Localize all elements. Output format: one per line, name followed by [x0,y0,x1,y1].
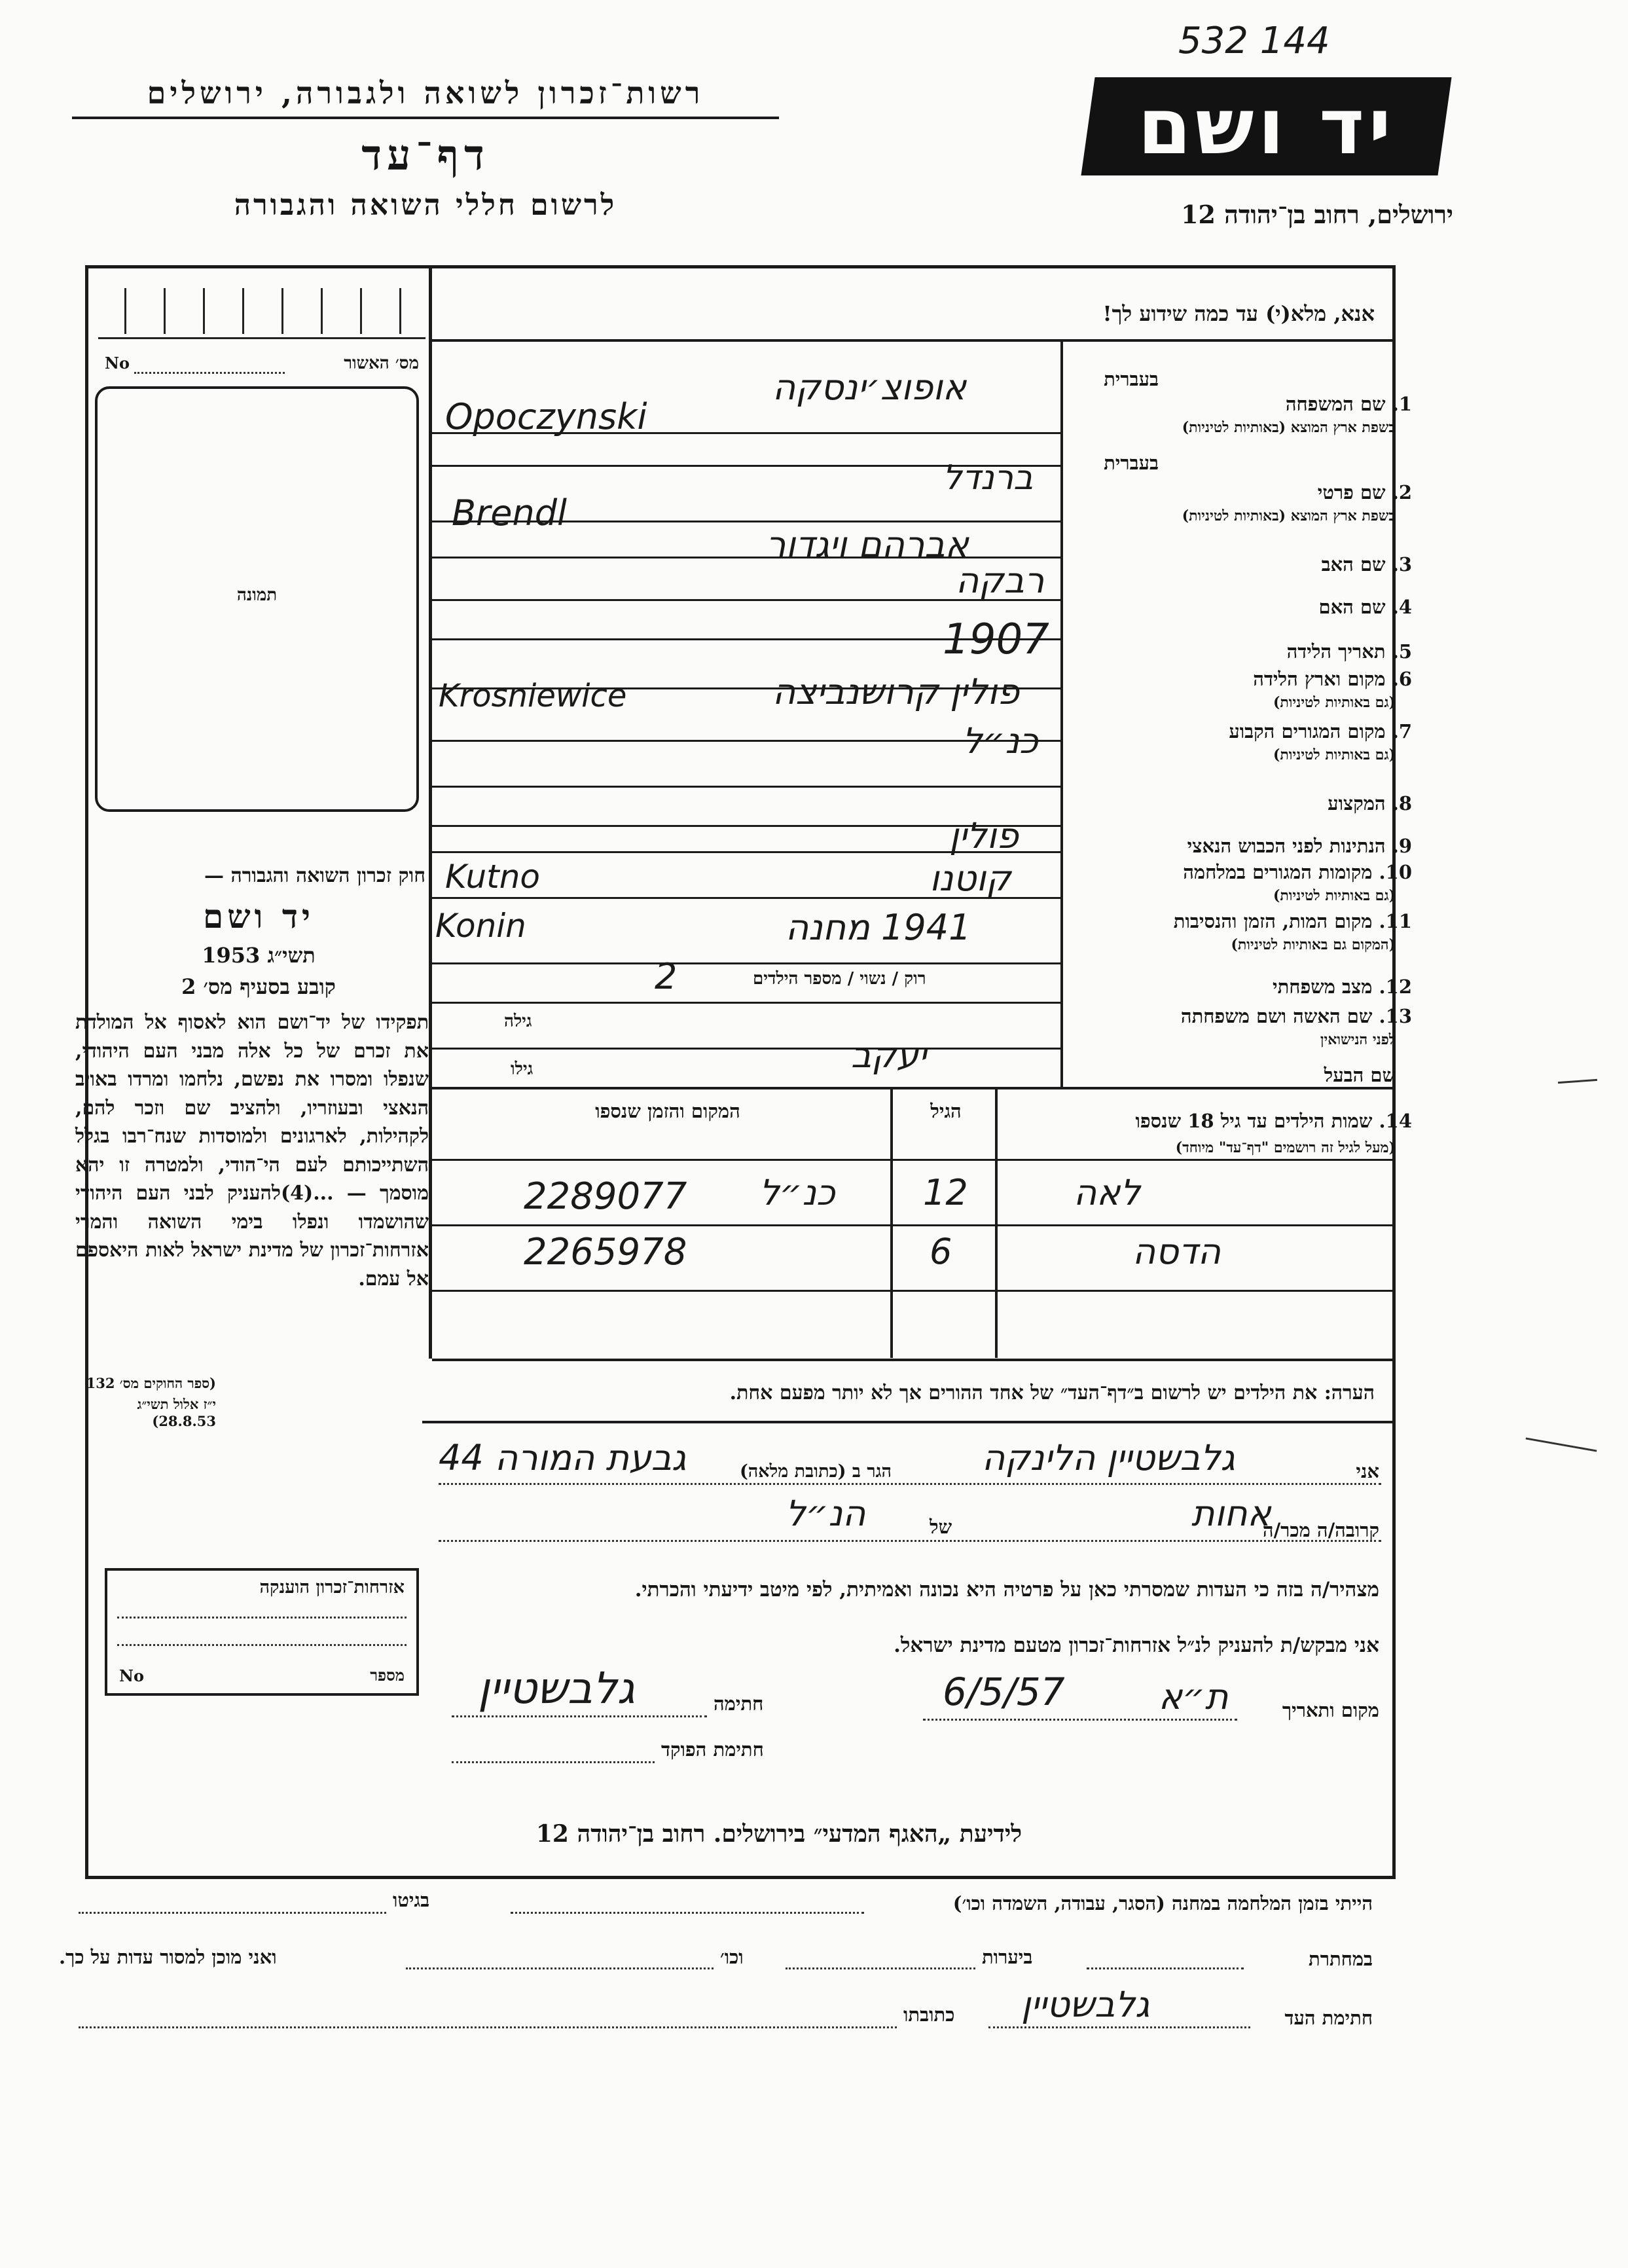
wife-age-label: גילה [504,1012,532,1031]
footer-line3-b: כתובתו [903,2003,955,2026]
intro-text: אנא, מלא(י) עד כמה שידוע לך! [1102,301,1375,326]
footer-line3-a: חתימת העד [1284,2007,1373,2029]
field-13-value: יעקב [851,1034,927,1076]
field-1-sub: בשפת ארץ המוצא (באותיות לטיניות) [1182,419,1396,436]
child-1-name: לאה [1074,1172,1141,1213]
header-address: ירושלים, רחוב בן־יהודה 12 [1181,200,1453,229]
child-2-name: הדסה [1132,1231,1221,1272]
field-2-value-latin: Brendl [452,492,567,534]
of-label: של [930,1516,952,1538]
child-1-note: 2289077 [524,1175,687,1218]
field-3-value: אברהם ויגדור [766,524,969,565]
form-subtitle: לרשום חללי השואה והגבורה [234,189,617,222]
children-header-names: 14. שמות הילדים עד גיל 18 שנספו [1135,1110,1412,1132]
sidebar-divider [429,265,432,1359]
footer-line1-a: הייתי בזמן המלחמה במחנה (הסגר, עבודה, השמדה וכו׳) [952,1892,1373,1914]
field-1-label: 1. שם המשפחה [1285,393,1412,415]
decl-prefix: אני [1356,1460,1379,1482]
field-2-label: 2. שם פרטי [1317,481,1412,503]
logo-text: יד ושם [1137,81,1396,172]
photo-box [95,386,419,812]
field-3-label: 3. שם האב [1321,553,1412,576]
of-value: הנ״ל [786,1493,866,1534]
field-10-label: 10. מקומות המגורים במלחמה [1183,861,1412,883]
request-text: אני מבקש/ת להעניק לנ״ל אזרחות־זכרון מטעם מדינת ישראל. [894,1634,1379,1657]
child-2-age: 6 [930,1231,952,1272]
field-12-label: 12. מצב משפחתי [1273,976,1412,998]
field-11-sub: (המקום גם באותיות לטיניות) [1231,936,1396,953]
place-date-label: מקום ותאריך [1282,1699,1379,1721]
approval-slots [98,272,425,339]
witness-signature: גלבשטיין [478,1663,635,1713]
children-header-names-sub: (מעל לגיל זה רושמים "דף־עד" מיוחד) [1175,1139,1396,1156]
law-source-2: י״ז אלול תשי״ג 28.8.53) [137,1396,216,1429]
law-body: תפקידו של יד־ושם הוא לאסוף אל המולדת את זכרם של כל אלה מבני העם היהודי, שנפלו ומסרו את נפשם, נלחמו ומרדו באויב הנאצי ובעוזריו, ולהציב שם וזכר להם, לקהילות, לארגונים ולמוסדות שנח־רבו בגלל השתייכותם לעם הי־הודי, ולמטרה זו יהא מוסמך — ...(4)להעניק לבני העם היהודי שהושמדו ונפלו בימי השואה והמרי אזרחות־זכרון של מדינת ישראל לאות היאספם אל עמם. [75,1011,429,1290]
children-bottom [432,1359,1396,1361]
note-rule [422,1421,1396,1423]
witness-name: גלבשטיין הלינקה [982,1437,1235,1478]
label-divider [1060,340,1063,1087]
field-1-value-latin: Opoczynski [445,396,647,437]
footer-line2-b: ביערות [982,1946,1033,1968]
child-1-place: כנ״ל [759,1172,835,1213]
child-1-age: 12 [923,1172,968,1213]
date-value: 6/5/57 [943,1670,1065,1714]
field-1-lang: בעברית [1104,368,1159,390]
approval-label: מס׳ האשור [344,354,419,373]
photo-label: תמונה [236,585,278,605]
footer-heading: לידיעת „האגף המדעי״ בירושלים. רחוב בן־יהודה 12 [535,1820,1022,1848]
law-heading: חוק זכרון השואה והגבורה — [204,864,425,887]
relation-value: אחות [1191,1493,1271,1534]
child-2-note: 2265978 [524,1231,687,1273]
law-year: תשי״ג 1953 [202,943,316,968]
signature-label: חתימה [714,1692,764,1715]
footer-line2-a: במחתרת [1309,1948,1373,1970]
official-signature-label: חתימת הפוקד [661,1738,764,1761]
children-header-place: המקום והזמן שנספו [595,1100,740,1122]
field-11-value: 1941 מחנה [786,907,971,948]
field-6-value-latin: Krosniewice [439,678,627,714]
citizenship-box-no-label: No [119,1666,144,1685]
field-2-value-he: ברנדל [943,458,1034,498]
citizenship-box [105,1568,419,1696]
field-12-value: 2 [655,956,678,997]
children-col-2 [890,1089,893,1358]
footer-line1-b: בגיטו [393,1889,430,1911]
law-name: יד ושם [203,897,314,936]
field-2-sub: בשפת ארץ המוצא (באותיות לטיניות) [1182,507,1396,524]
scan-mark [1558,1079,1597,1084]
field-7-sub: (גם באותיות לטיניות) [1273,746,1396,763]
field-2-lang: בעברית [1104,452,1159,474]
husband-age-label: גילו [511,1059,534,1079]
footer-line2-d: ואני מוכן למסור עדות על כך. [59,1946,277,1968]
header-underline [72,117,779,119]
field-9-label: 9. הנתינות לפני הכבוש הנאצי [1187,835,1412,857]
field-1-value-he: אופוצ׳ינסקה [772,367,967,408]
form-title: דף־עד [361,131,490,180]
approval-line [134,372,285,374]
witness-address: גבעת המורה 44 [439,1437,687,1478]
children-header-age: הגיל [930,1100,962,1122]
field-4-label: 4. שם האם [1318,596,1412,618]
citizenship-box-title: אזרחות־זכרון הוענקה [259,1577,405,1598]
field-6-value: פולין קרושנביצה [772,671,1020,712]
decl-mid: הגר ב (כתובת מלאה) [740,1461,892,1482]
note-text: הערה: את הילדים יש לרשום ב״דף־העד״ של אחד ההורים אך לא יותר מפעם אחת. [729,1381,1375,1404]
citizenship-box-no: מספר [370,1666,405,1685]
field-10-sub: (גם באותיות לטיניות) [1273,887,1396,904]
field-7-value: כנ״ל [962,720,1038,761]
footer-line2-c: וכו׳ [720,1946,744,1968]
husband-label: שם הבעל [1324,1064,1396,1086]
law-source-1: (ספר החוקים מס׳ 132 [86,1375,216,1391]
children-col-1 [995,1089,998,1358]
field-10-value-latin: Kutno [445,858,541,896]
field-9-value: פולין [949,815,1019,856]
yad-vashem-logo [1081,77,1451,175]
field-7-label: 7. מקום המגורים הקבוע [1229,720,1412,742]
field-5-label: 5. תאריך הלידה [1286,640,1412,663]
attest-text: מצהיר/ה בזה כי העדות שמסרתי כאן על פרטיה היא נכונה ואמיתית, לפי מיטב ידיעתי והכרתי. [634,1578,1379,1601]
field-6-sub: (גם באותיות לטיניות) [1273,694,1396,711]
field-10-value: קוטנו [930,858,1011,899]
scan-mark [1526,1437,1597,1452]
field-11-value-latin: Konin [435,907,526,945]
relation-label: קרובה/ה מכר/ה [1262,1519,1379,1541]
place-value: ת״א [1159,1676,1229,1717]
field-13-label: 13. שם האשה ושם משפחתה [1180,1005,1412,1027]
org-line: רשות־זכרון לשואה ולגבורה, ירושלים [147,75,704,111]
field-8-label: 8. המקצוע [1328,792,1412,814]
archive-number: 532 144 [1178,20,1330,62]
field-12-options: רוק / נשוי / מספר הילדים [753,969,926,989]
footer-witness-signature: גלבשטיין [1021,1984,1150,2025]
field-5-value: 1907 [943,615,1049,664]
law-clause: קובע בסעיף מס׳ 2 [181,974,336,999]
field-4-value: רבקה [956,560,1045,601]
field-11-label: 11. מקום המות, הזמן והנסיבות [1173,910,1412,932]
intro-rule [432,339,1396,342]
approval-no-label: No [105,354,130,373]
field-13-sub: לפני הנישואין [1320,1031,1396,1048]
field-6-label: 6. מקום וארץ הלידה [1253,668,1412,690]
